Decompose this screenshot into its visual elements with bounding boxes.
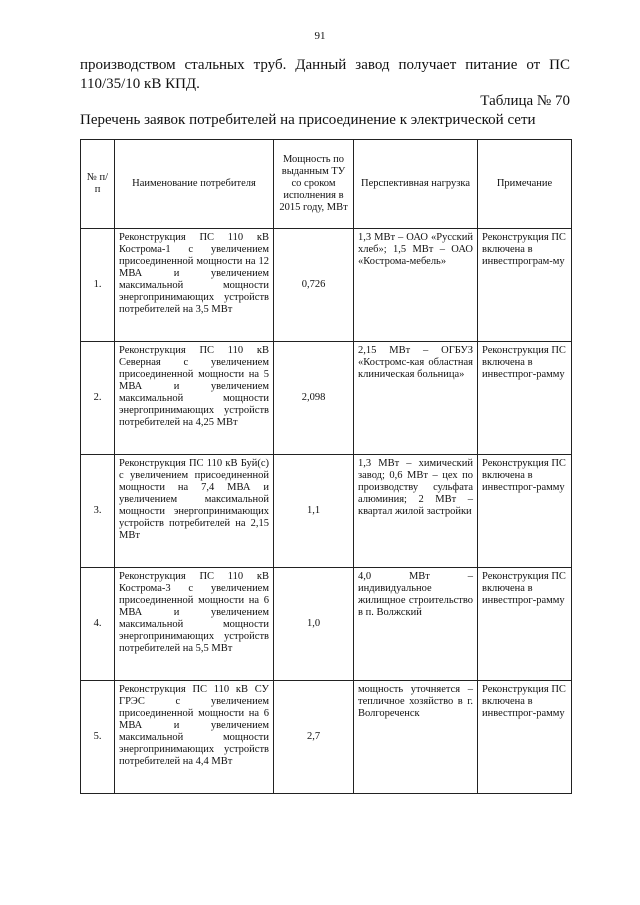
cell-load: мощность уточняется – тепличное хозяйство в г. Волгореченск	[354, 681, 478, 794]
header-num: № п/п	[81, 140, 115, 229]
cell-note: Реконструкция ПС включена в инвестпрог-рамму	[478, 568, 572, 681]
cell-name: Реконструкция ПС 110 кВ Кострома-3 с увеличением присоединенной мощности на 6 МВА и увеличением максимальной мощности энергопринимающих устройств потребителей на 5,5 МВт	[115, 568, 274, 681]
cell-note: Реконструкция ПС включена в инвестпрограм-му	[478, 229, 572, 342]
cell-load: 2,15 МВт – ОГБУЗ «Костромс-кая областная клиническая больница»	[354, 342, 478, 455]
cell-note: Реконструкция ПС включена в инвестпрог-рамму	[478, 681, 572, 794]
cell-note: Реконструкция ПС включена в инвестпрог-рамму	[478, 342, 572, 455]
consumer-requests-table	[80, 139, 572, 794]
cell-power: 1,1	[274, 455, 354, 568]
table-row	[81, 568, 572, 681]
cell-num: 4.	[81, 568, 115, 681]
cell-num: 5.	[81, 681, 115, 794]
cell-load: 1,3 МВт – ОАО «Русский хлеб»; 1,5 МВт – ОАО «Кострома-мебель»	[354, 229, 478, 342]
header-note: Примечание	[478, 140, 572, 229]
table-caption: Перечень заявок потребителей на присоединение к электрической сети	[80, 112, 536, 128]
cell-load: 1,3 МВт – химический завод; 0,6 МВт – цех по производству сульфата алюминия; 2 МВт – квартал жилой застройки	[354, 455, 478, 568]
cell-power: 1,0	[274, 568, 354, 681]
table-label: Таблица № 70	[480, 93, 570, 109]
table-header-row	[81, 140, 572, 229]
page-number: 91	[314, 30, 326, 42]
header-name: Наименование потребителя	[115, 140, 274, 229]
cell-num: 3.	[81, 455, 115, 568]
cell-name: Реконструкция ПС 110 кВ Северная с увеличением присоединенной мощности на 5 МВА и увеличением максимальной мощности энергопринимающих устройств потребителей на 4,25 МВт	[115, 342, 274, 455]
cell-num: 1.	[81, 229, 115, 342]
table-row	[81, 229, 572, 342]
cell-load: 4,0 МВт – индивидуальное жилищное строительство в п. Волжский	[354, 568, 478, 681]
cell-note: Реконструкция ПС включена в инвестпрог-рамму	[478, 455, 572, 568]
intro-paragraph: производством стальных труб. Данный завод получает питание от ПС 110/35/10 кВ КПД.	[80, 57, 570, 92]
cell-num: 2.	[81, 342, 115, 455]
table-row	[81, 342, 572, 455]
cell-name: Реконструкция ПС 110 кВ Буй(с) с увеличением присоединенной мощности на 7,4 МВА и увеличением максимальной мощности энергопринимающих устройств потребителей на 2,15 МВт	[115, 455, 274, 568]
cell-power: 2,098	[274, 342, 354, 455]
cell-name: Реконструкция ПС 110 кВ Кострома-1 с увеличением присоединенной мощности на 12 МВА и увеличением максимальной мощности энергопринимающих устройств потребителей на 3,5 МВт	[115, 229, 274, 342]
header-load: Перспективная нагрузка	[354, 140, 478, 229]
cell-power: 0,726	[274, 229, 354, 342]
cell-power: 2,7	[274, 681, 354, 794]
table-row	[81, 455, 572, 568]
table-row	[81, 681, 572, 794]
header-power: Мощность по выданным ТУ со сроком исполнения в 2015 году, МВт	[274, 140, 354, 229]
cell-name: Реконструкция ПС 110 кВ СУ ГРЭС с увеличением присоединенной мощности на 6 МВА и увеличением максимальной мощности энергопринимающих устройств потребителей на 4,4 МВт	[115, 681, 274, 794]
